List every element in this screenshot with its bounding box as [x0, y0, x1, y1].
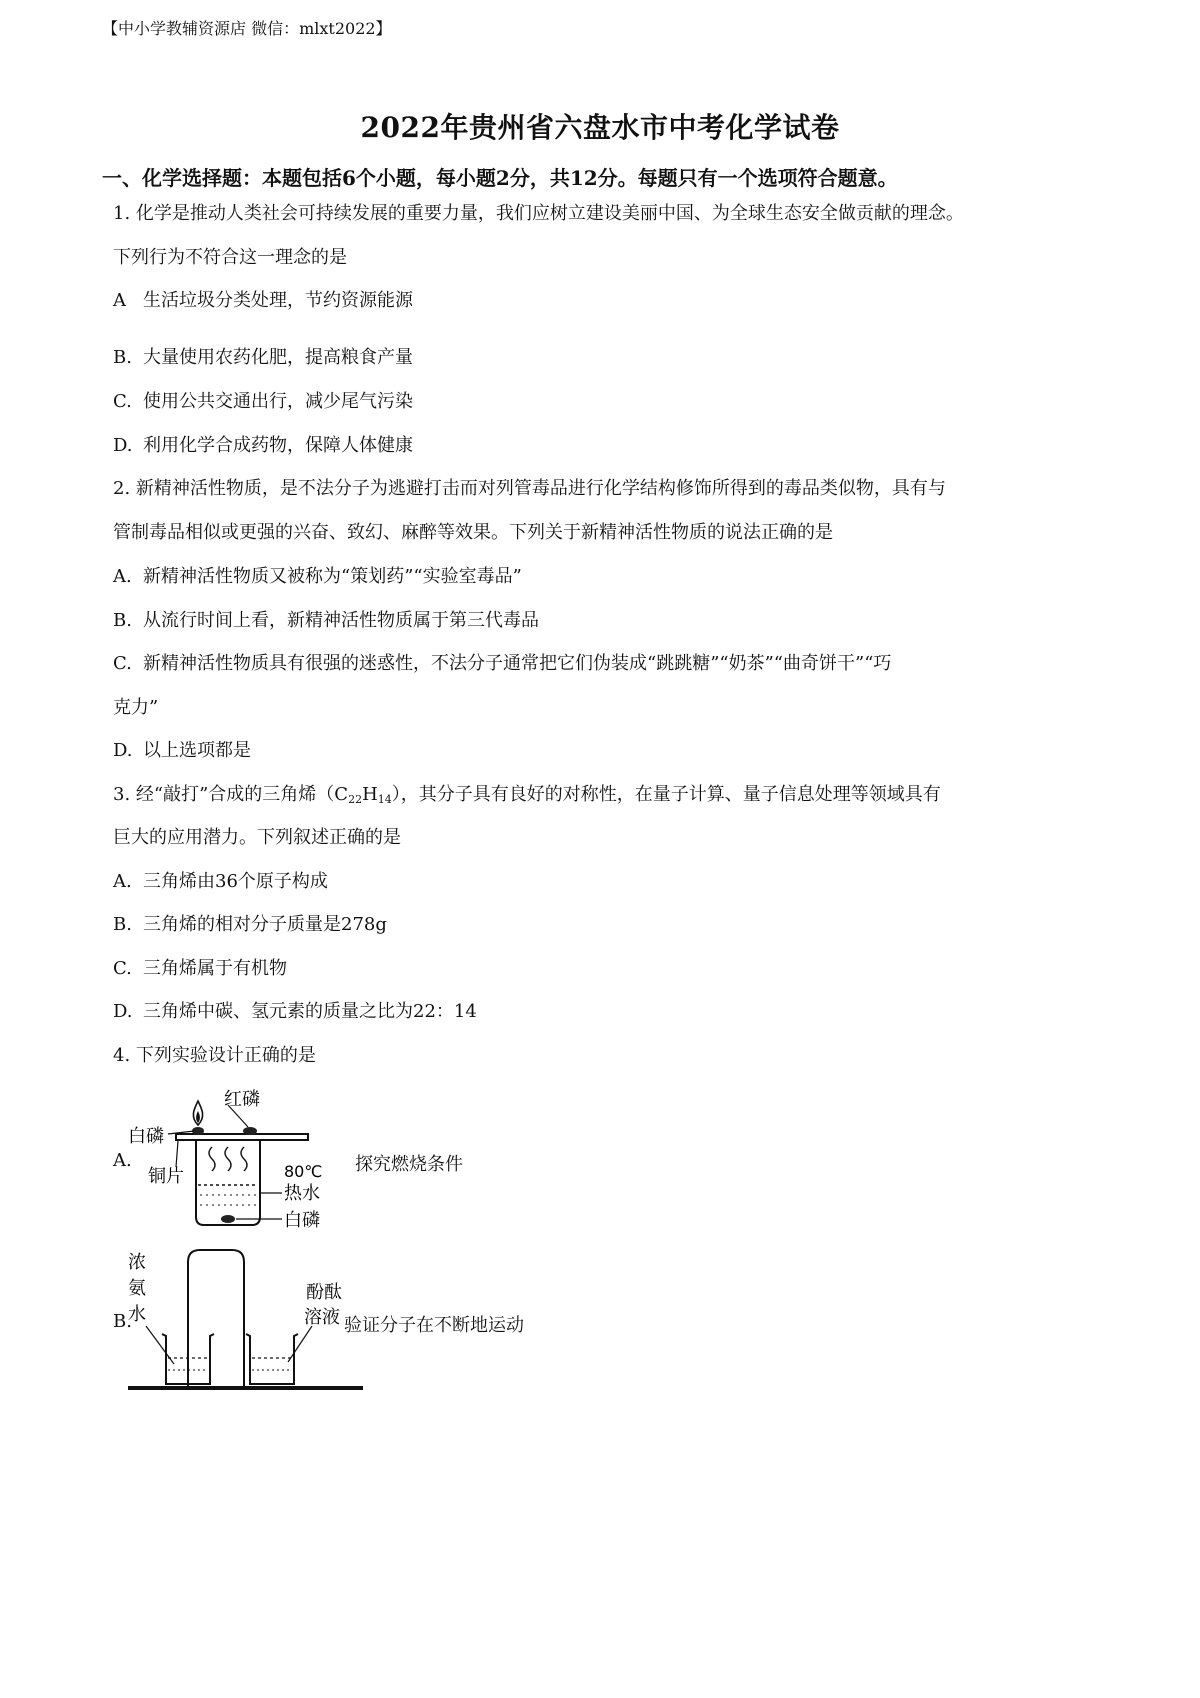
leader-line [146, 1326, 174, 1364]
q3-option-d [113, 997, 477, 1023]
q3-stem-pre: 3. 经“敲打”合成的三角烯（C [113, 784, 349, 805]
label-ammonia-1: 浓 [128, 1252, 146, 1273]
option-label: A. [113, 871, 132, 892]
q2-option-c-cont: 克力” [113, 697, 159, 718]
q2-option-c [113, 649, 891, 675]
q3-option-c [113, 954, 287, 980]
label-phenolphthalein-2: 溶液 [304, 1307, 340, 1328]
option-text: 利用化学合成药物，保障人体健康 [143, 435, 413, 456]
q4-option-a-label: A. [113, 1150, 132, 1171]
label-white-phosphorus-bottom: 白磷 [284, 1210, 320, 1231]
option-text: 三角烯属于有机物 [143, 958, 287, 979]
q2-stem-line1: 2. 新精神活性物质，是不法分子为逃避打击而对列管毒品进行化学结构修饰所得到的毒品类似物，具有与 [113, 478, 946, 499]
label-red-phosphorus: 红磷 [224, 1089, 260, 1110]
q4-option-a-caption: 探究燃烧条件 [355, 1154, 463, 1175]
option-label: D. [113, 435, 133, 456]
q4-option-b-caption: 验证分子在不断地运动 [344, 1315, 524, 1336]
label-temperature: 80℃ [284, 1162, 323, 1181]
leader-line [288, 1326, 312, 1362]
option-label: D. [113, 740, 133, 761]
q4-stem: 4. 下列实验设计正确的是 [113, 1045, 316, 1066]
option-text: 从流行时间上看，新精神活性物质属于第三代毒品 [143, 610, 539, 631]
q1-stem-line2: 下列行为不符合这一理念的是 [113, 247, 347, 268]
option-text: 三角烯中碳、氢元素的质量之比为22：14 [143, 1001, 477, 1022]
option-text: 三角烯由36个原子构成 [143, 871, 328, 892]
q3-stem-line1 [113, 780, 941, 806]
q3-stem-line2: 巨大的应用潜力。下列叙述正确的是 [113, 827, 401, 848]
combustion-experiment-figure [128, 1085, 353, 1235]
option-label: A. [113, 566, 132, 587]
q2-stem-line2: 管制毒品相似或更强的兴奋、致幻、麻醉等效果。下列关于新精神活性物质的说法正确的是 [113, 522, 833, 543]
q1-option-c [113, 387, 413, 413]
q3-stem-post: ），其分子具有良好的对称性，在量子计算、量子信息处理等领域具有 [391, 784, 941, 805]
bell-jar [188, 1250, 244, 1386]
option-label: C. [113, 391, 132, 412]
label-white-phosphorus: 白磷 [128, 1126, 164, 1147]
steam-icon [241, 1147, 247, 1171]
q1-option-a [113, 286, 413, 312]
leader-line [176, 1141, 178, 1167]
beaker [196, 1141, 260, 1225]
option-text: 生活垃圾分类处理，节约资源能源 [143, 290, 413, 311]
q2-option-d [113, 736, 251, 762]
label-phenolphthalein-1: 酚酞 [306, 1282, 342, 1303]
option-text: 三角烯的相对分子质量是278g [143, 914, 387, 935]
option-label: A [113, 290, 126, 311]
option-text: 使用公共交通出行，减少尾气污染 [143, 391, 413, 412]
label-hot-water: 热水 [284, 1183, 320, 1204]
option-label: C. [113, 958, 132, 979]
q1-option-b [113, 343, 413, 369]
label-ammonia-2: 氨 [128, 1278, 146, 1299]
copper-plate [176, 1134, 308, 1140]
option-label: B. [113, 347, 132, 368]
q4-option-b-label: B. [113, 1311, 132, 1332]
q1-option-d [113, 431, 413, 457]
label-ammonia-3: 水 [128, 1304, 146, 1325]
option-label: C. [113, 653, 132, 674]
option-label: B. [113, 610, 132, 631]
q2-option-a [113, 562, 522, 588]
q3-option-a [113, 867, 328, 893]
option-text: 以上选项都是 [143, 740, 251, 761]
watermark: 【中小学教辅资源店 微信：mlxt2022】 [102, 19, 392, 38]
white-phosphorus-in-water [221, 1215, 235, 1223]
q3-sub-14: 14 [377, 793, 392, 806]
q3-sub-22: 22 [348, 793, 363, 806]
option-label: D. [113, 1001, 133, 1022]
steam-icon [225, 1147, 231, 1171]
option-label: B. [113, 914, 132, 935]
section-heading: 一、化学选择题：本题包括6个小题，每小题2分，共12分。每题只有一个选项符合题意。 [102, 166, 898, 190]
red-phosphorus-on-plate [243, 1127, 257, 1135]
option-text: 新精神活性物质又被称为“策划药”“实验室毒品” [143, 566, 522, 587]
label-copper-plate: 铜片 [148, 1166, 184, 1187]
q3-option-b [113, 910, 387, 936]
option-text: 大量使用农药化肥，提高粮食产量 [143, 347, 413, 368]
steam-icon [209, 1147, 215, 1171]
molecule-motion-figure [128, 1246, 363, 1396]
q3-stem-mid: H [362, 784, 378, 805]
option-text: 新精神活性物质具有很强的迷惑性，不法分子通常把它们伪装成“跳跳糖”“奶茶”“曲奇饼干”“巧 [143, 653, 892, 674]
q1-stem-line1: 1. 化学是推动人类社会可持续发展的重要力量，我们应树立建设美丽中国、为全球生态安全做贡献的理念。 [113, 203, 964, 224]
page-title: 2022年贵州省六盘水市中考化学试卷 [360, 111, 840, 144]
q2-option-b [113, 606, 539, 632]
